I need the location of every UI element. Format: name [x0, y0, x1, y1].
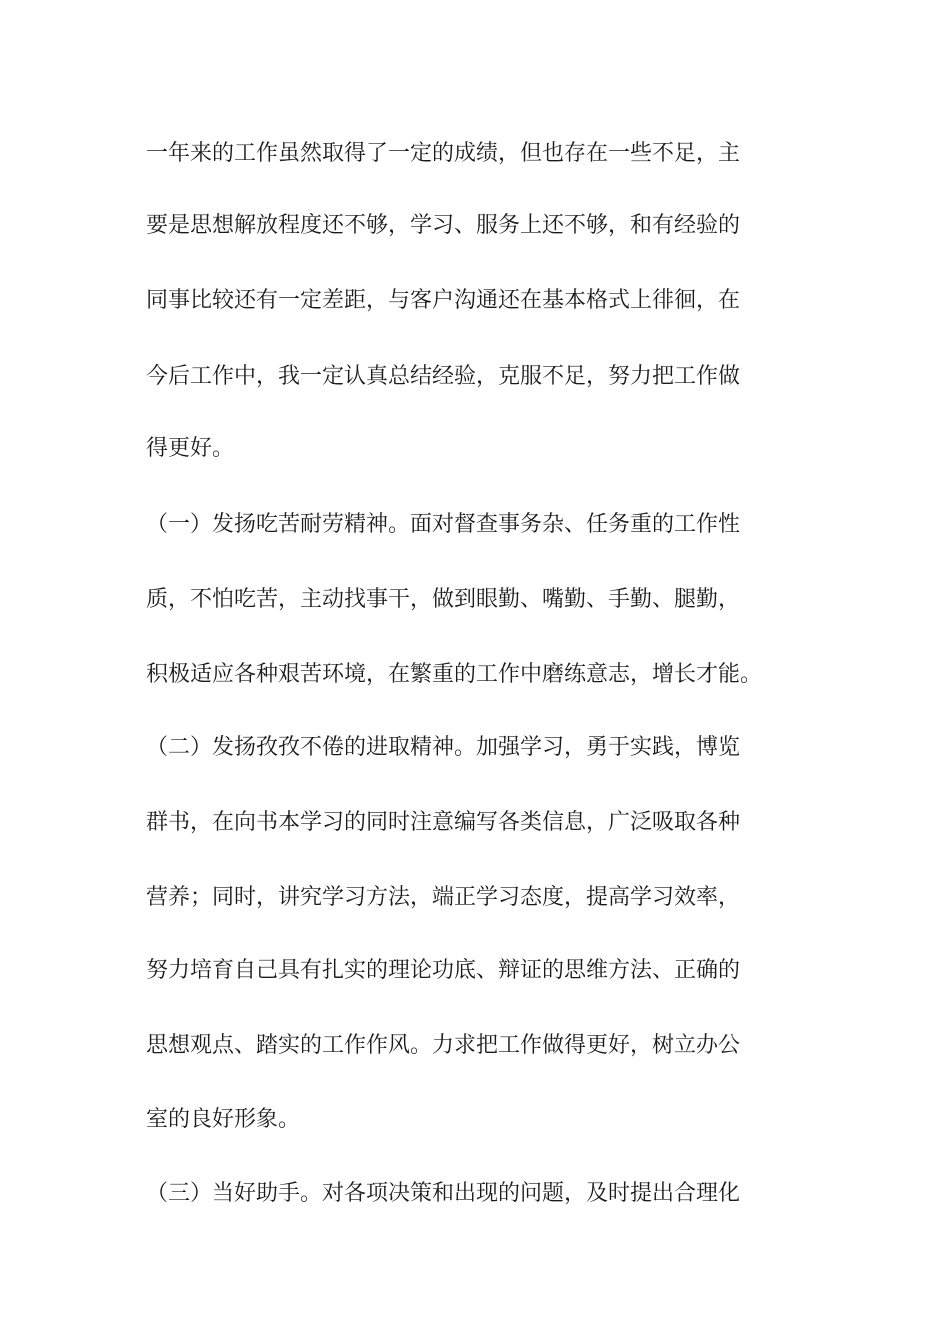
- text-line: （一）发扬吃苦耐劳精神。面对督查事务杂、任务重的工作性: [146, 512, 741, 537]
- text-line: 今后工作中，我一定认真总结经验，克服不足，努力把工作做: [146, 364, 741, 389]
- text-line: 质，不怕吃苦，主动找事干，做到眼勤、嘴勤、手勤、腿勤，: [146, 587, 741, 612]
- text-line: 室的良好形象。: [146, 1107, 301, 1132]
- text-line: 积极适应各种艰苦环境，在繁重的工作中磨练意志，增长才能。: [146, 662, 763, 687]
- text-line: 思想观点、踏实的工作作风。力求把工作做得更好，树立办公: [146, 1033, 741, 1058]
- text-line: 营养；同时，讲究学习方法，端正学习态度，提高学习效率，: [146, 885, 741, 910]
- text-line: 同事比较还有一定差距，与客户沟通还在基本格式上徘徊，在: [146, 288, 741, 313]
- text-line: （二）发扬孜孜不倦的进取精神。加强学习，勇于实践，博览: [146, 735, 741, 760]
- text-line: 得更好。: [146, 436, 235, 461]
- text-line: 努力培育自己具有扎实的理论功底、辩证的思维方法、正确的: [146, 958, 741, 983]
- text-line: 群书，在向书本学习的同时注意编写各类信息，广泛吸取各种: [146, 810, 741, 835]
- text-line: 要是思想解放程度还不够，学习、服务上还不够，和有经验的: [146, 213, 741, 238]
- text-line: 一年来的工作虽然取得了一定的成绩，但也存在一些不足，主: [146, 141, 741, 166]
- text-line: （三）当好助手。对各项决策和出现的问题，及时提出合理化: [146, 1181, 741, 1206]
